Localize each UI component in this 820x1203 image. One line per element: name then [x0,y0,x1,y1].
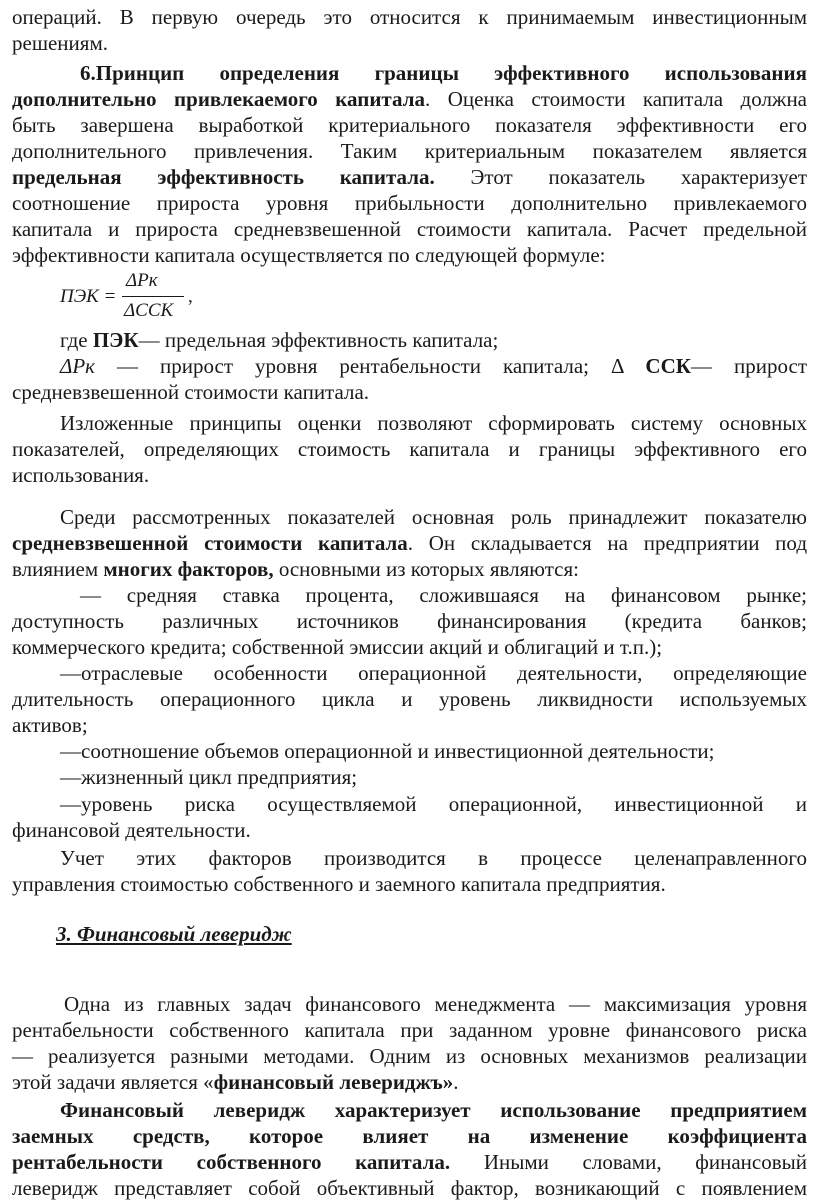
text-line: активов; [12,713,88,737]
formula-numerator: ΔРк [126,270,158,291]
list-item: —соотношение объемов операционной и инвестиционной деятельности; [60,739,715,763]
text-line: эффективности капитала осуществляется по следующей формуле: [12,243,606,267]
text-line: операций. В первую очередь это относится к принимаемым инвестиционным [12,5,807,29]
text-line: использования. [12,463,150,487]
text-line: Учет этих факторов производится в процессе целенаправленного [60,846,807,870]
text-line: влиянием многих факторов, основными из которых являются: [12,557,579,581]
text-line: дополнительного привлечения. Таким критериальным показателем является [12,139,807,163]
list-item: —отраслевые особенности операционной деятельности, определяющие [60,661,807,685]
text-line: этой задачи является «финансовый левериджъ». [12,1070,459,1094]
text-line: — реализуется разными методами. Одним из основных механизмов реализации [12,1044,807,1068]
text-line: Изложенные принципы оценки позволяют сформировать систему основных [60,411,807,435]
formula-denominator: ΔССК [124,300,174,321]
list-item: — средняя ставка процента, сложившаяся на финансовом рынке; [80,583,807,607]
text-line: ΔРк — прирост уровня рентабельности капитала; Δ ССК— прирост [60,354,807,378]
text-line: доступность различных источников финансирования (кредита банков; [12,609,807,633]
text-line: коммерческого кредита; собственной эмиссии акций и облигаций и т.п.); [12,635,663,659]
text-line: финансовой деятельности. [12,818,251,842]
text-line: быть завершена выработкой критериального показателя эффективности его [12,113,807,137]
text-line: где ПЭК— предельная эффективность капитала; [60,328,499,352]
formula-comma: , [188,286,193,307]
text-line: показателей, определяющих стоимость капитала и границы эффективного его [12,437,807,461]
text-line: средневзвешенной стоимости капитала. [12,380,370,404]
formula-lhs: ПЭК = [60,286,117,307]
text-line: капитала и прироста средневзвешенной стоимости капитала. Расчет предельной [12,217,807,241]
text-line: Финансовый леверидж характеризует использование предприятием [60,1098,807,1122]
text-line: заемных средств, которое влияет на изменение коэффициента [12,1124,807,1148]
list-item: —уровень риска осуществляемой операционной, инвестиционной и [60,792,807,816]
marginal-efficiency-formula [60,268,260,328]
text-line: дополнительно привлекаемого капитала. Оценка стоимости капитала должна [12,87,808,111]
text-line: средневзвешенной стоимости капитала. Он складывается на предприятии под [12,531,808,555]
text-line: предельная эффективность капитала. Этот показатель характеризует [12,165,807,189]
text-line: решениям. [12,31,108,55]
text-line: рентабельности собственного капитала при заданном уровне финансового риска [12,1018,807,1042]
text-line: длительность операционного цикла и уровень ликвидности используемых [12,687,807,711]
text-line: леверидж представляет собой объективный фактор, возникающий с появлением [12,1176,807,1200]
text-line: соотношение прироста уровня прибыльности дополнительно привлекаемого [12,191,807,215]
principle-6-heading: 6.Принцип определения границы эффективного использования [80,61,807,85]
fraction-bar [122,296,184,297]
section-heading: 3. Финансовый леверидж [56,922,292,946]
text-line: управления стоимостью собственного и заемного капитала предприятия. [12,872,666,896]
text-line: Одна из главных задач финансового менеджмента — максимизация уровня [64,992,807,1016]
text-line: Среди рассмотренных показателей основная роль принадлежит показателю [60,505,807,529]
list-item: —жизненный цикл предприятия; [60,765,358,789]
text-line: рентабельности собственного капитала. Иными словами, финансовый [12,1150,807,1174]
